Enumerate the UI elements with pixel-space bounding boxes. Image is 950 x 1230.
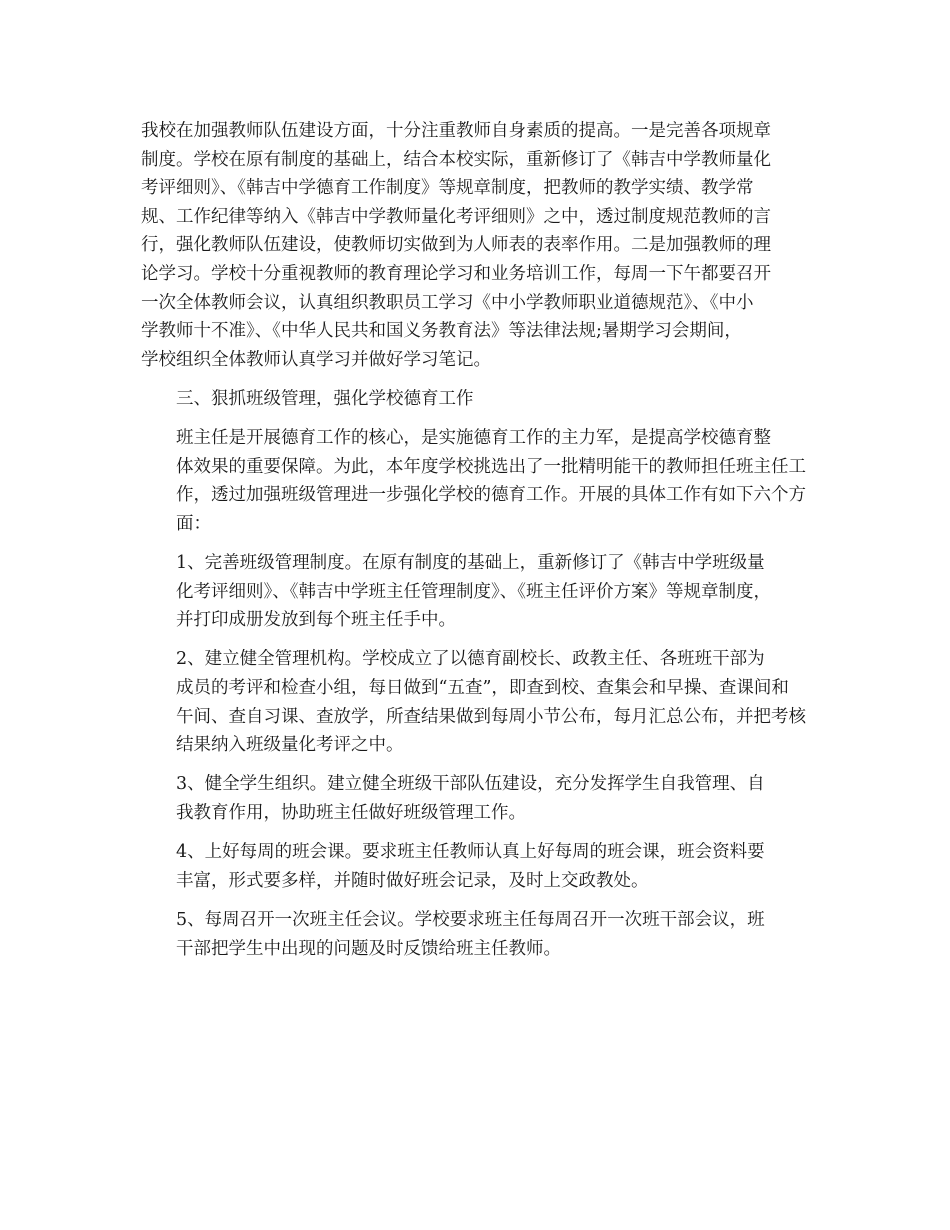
text-line: 1、完善班级管理制度。在原有制度的基础上，重新修订了《韩吉中学班级量: [176, 553, 765, 574]
text-line: 制度。学校在原有制度的基础上，结合本校实际，重新修订了《韩吉中学教师量化: [141, 149, 771, 170]
text-line: 午间、查自习课、查放学，所查结果做到每周小节公布，每月汇总公布，并把考核: [176, 706, 806, 727]
text-line: 成员的考评和检查小组，每日做到“五查”，即查到校、查集会和早操、查课间和: [176, 678, 789, 699]
text-line: 面：: [176, 513, 211, 534]
text-line: 体效果的重要保障。为此，本年度学校挑选出了一批精明能干的教师担任班主任工: [176, 456, 806, 477]
text-line: 结果纳入班级量化考评之中。: [176, 735, 404, 756]
text-line: 学校组织全体教师认真学习并做好学习笔记。: [141, 349, 491, 370]
text-line: 考评细则》、《韩吉中学德育工作制度》等规章制度，把教师的教学实绩、教学常: [141, 178, 754, 199]
text-line: 我教育作用，协助班主任做好班级管理工作。: [176, 803, 526, 824]
text-line: 4、上好每周的班会课。要求班主任教师认真上好每周的班会课，班会资料要: [176, 842, 765, 863]
text-line: 一次全体教师会议，认真组织教职员工学习《中小学教师职业道德规范》、《中小: [141, 292, 754, 313]
list-item-1: [141, 549, 821, 635]
paragraph-class-teacher: [141, 424, 821, 538]
text-line: 学教师十不准》、《中华人民共和国义务教育法》等法律法规;暑期学习会期间，: [141, 321, 742, 342]
text-line: 规、工作纪律等纳入《韩吉中学教师量化考评细则》之中，透过制度规范教师的言: [141, 206, 771, 227]
heading-text: 三、狠抓班级管理，强化学校德育工作: [176, 388, 474, 409]
text-line: 作，透过加强班级管理进一步强化学校的德育工作。开展的具体工作有如下六个方: [176, 485, 806, 506]
text-line: 行，强化教师队伍建设，使教师切实做到为人师表的表率作用。二是加强教师的理: [141, 235, 771, 256]
text-line: 3、健全学生组织。建立健全班级干部队伍建设，充分发挥学生自我管理、自: [176, 774, 765, 795]
list-item-2: [141, 645, 821, 759]
list-item-5: [141, 906, 821, 963]
text-line: 干部把学生中出现的问题及时反馈给班主任教师。: [176, 938, 561, 959]
text-line: 5、每周召开一次班主任会议。学校要求班主任每周召开一次班干部会议，班: [176, 910, 765, 930]
text-line: 我校在加强教师队伍建设方面，十分注重教师自身素质的提高。一是完善各项规章: [141, 121, 771, 141]
section-heading: [141, 385, 821, 414]
text-line: 2、建立健全管理机构。学校成立了以德育副校长、政教主任、各班班干部为: [176, 649, 765, 670]
text-line: 论学习。学校十分重视教师的教育理论学习和业务培训工作，每周一下午都要召开: [141, 263, 771, 284]
text-line: 班主任是开展德育工作的核心，是实施德育工作的主力军，是提高学校德育整: [176, 428, 771, 449]
text-line: 化考评细则》、《韩吉中学班主任管理制度》、《班主任评价方案》等规章制度，: [176, 581, 771, 602]
document-body: [141, 117, 821, 974]
list-item-4: [141, 838, 821, 895]
list-item-3: [141, 770, 821, 827]
text-line: 并打印成册发放到每个班主任手中。: [176, 610, 456, 631]
text-line: 丰富，形式要多样，并随时做好班会记录，及时上交政教处。: [176, 870, 649, 891]
paragraph-teacher-team: [141, 117, 821, 374]
